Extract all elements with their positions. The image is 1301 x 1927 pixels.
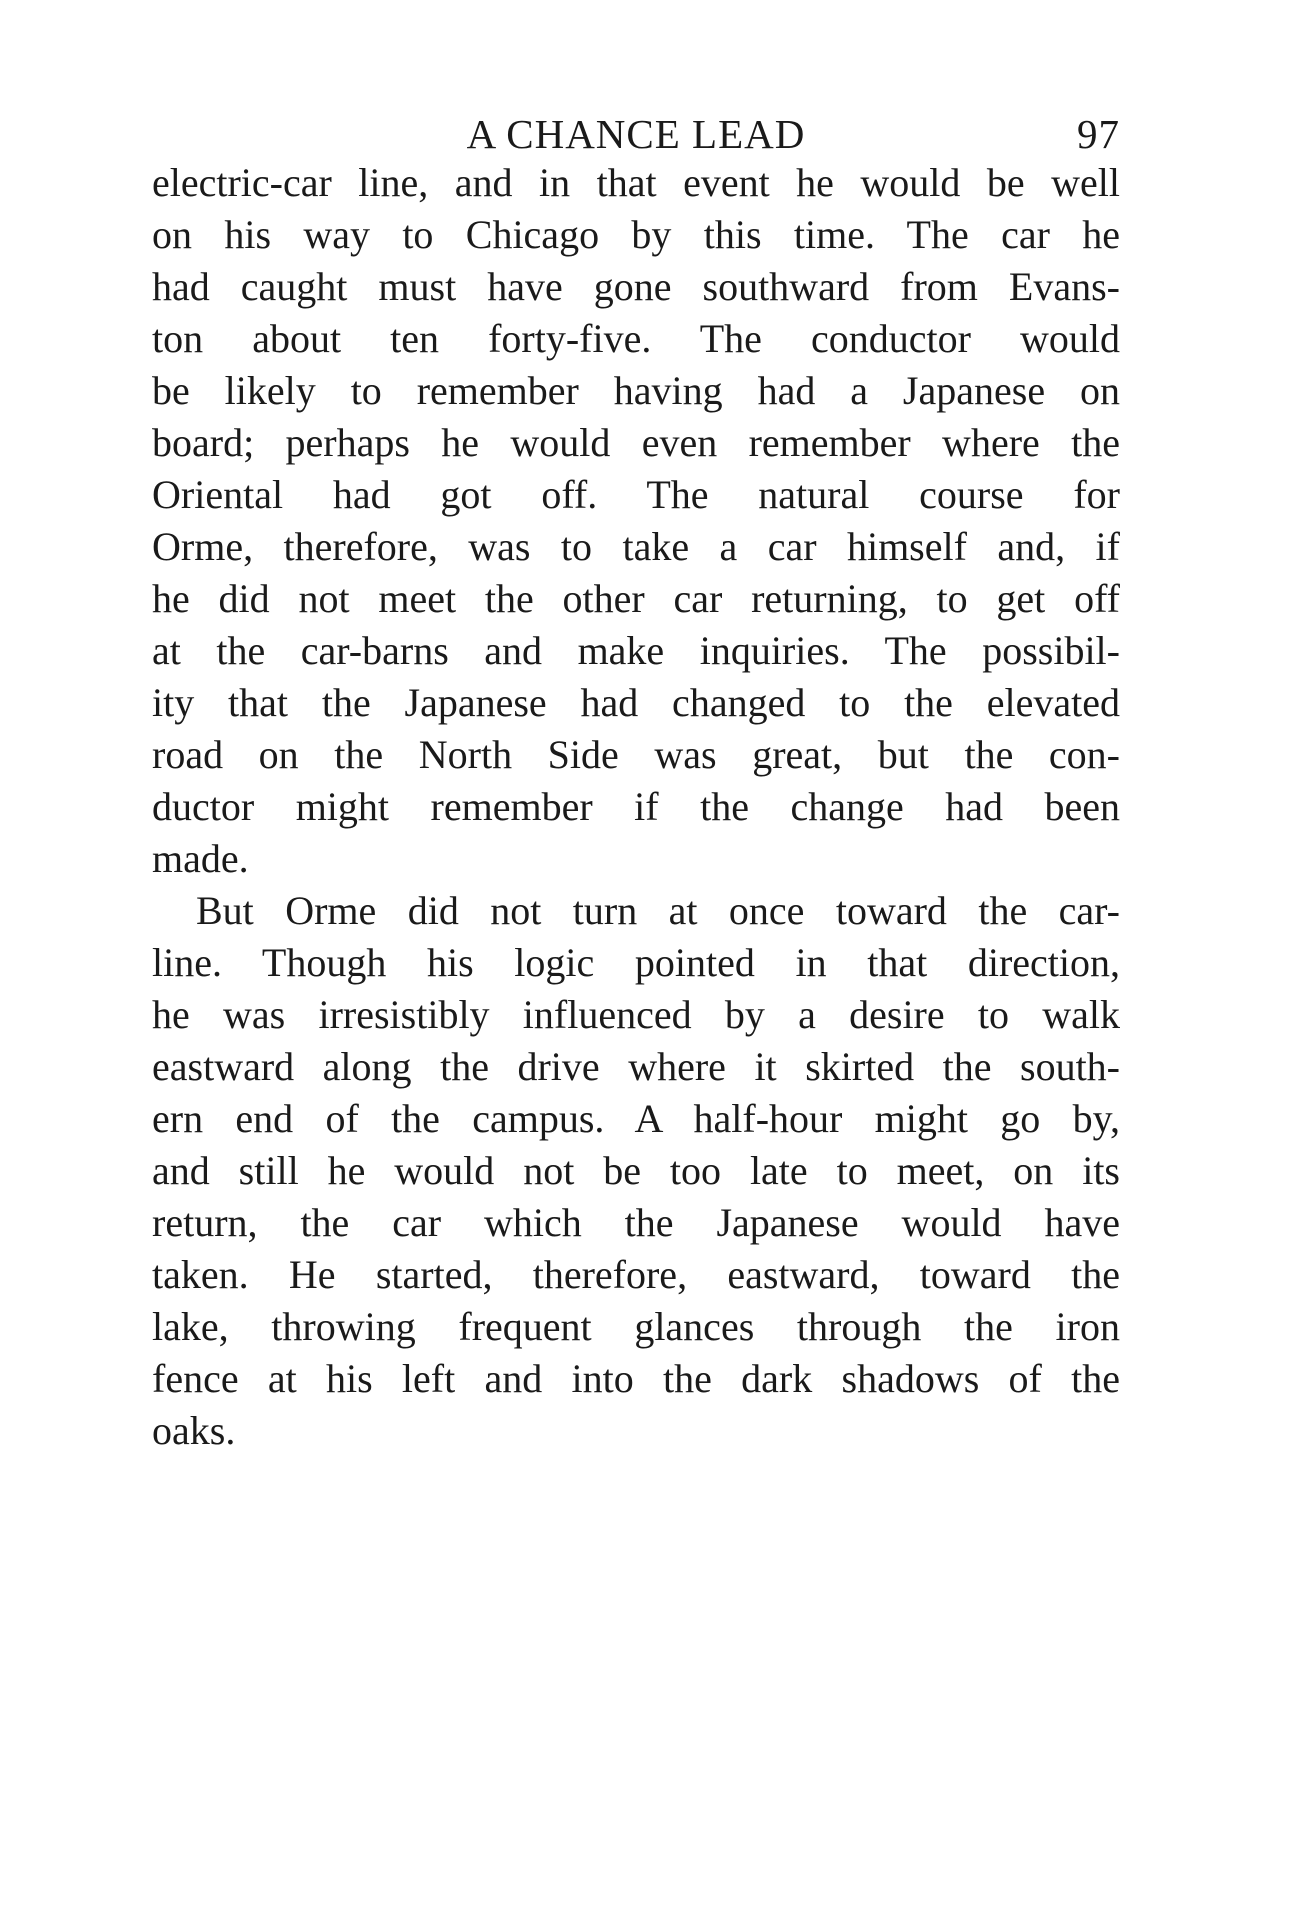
- text-line: ton about ten forty-five. The conductor would: [152, 316, 1120, 361]
- text-line: at the car-barns and make inquiries. The possibil-: [152, 628, 1120, 673]
- text-line: fence at his left and into the dark shadows of the: [152, 1356, 1120, 1401]
- text-line: he did not meet the other car returning, to get off: [152, 576, 1120, 621]
- text-line: on his way to Chicago by this time. The car he: [152, 212, 1120, 257]
- text-line: and still he would not be too late to meet, on its: [152, 1148, 1120, 1193]
- text-line: he was irresistibly influenced by a desire to walk: [152, 992, 1120, 1037]
- text-line: ity that the Japanese had changed to the elevated: [152, 680, 1120, 725]
- text-line: ductor might remember if the change had been: [152, 784, 1120, 829]
- text-line: But Orme did not turn at once toward the car-: [196, 888, 1120, 933]
- text-line: be likely to remember having had a Japanese on: [152, 368, 1120, 413]
- text-line: electric-car line, and in that event he would be well: [152, 160, 1120, 205]
- text-line: made.: [152, 836, 249, 881]
- text-line: ern end of the campus. A half-hour might go by,: [152, 1096, 1120, 1141]
- text-line: taken. He started, therefore, eastward, toward the: [152, 1252, 1120, 1297]
- text-line: Oriental had got off. The natural course for: [152, 472, 1120, 517]
- text-line: line. Though his logic pointed in that direction,: [152, 940, 1120, 985]
- text-line: road on the North Side was great, but the con-: [152, 732, 1120, 777]
- running-title: A CHANCE LEAD: [466, 111, 806, 157]
- page-number: 97: [1077, 111, 1120, 157]
- text-line: board; perhaps he would even remember where the: [152, 420, 1120, 465]
- text-line: eastward along the drive where it skirted the south-: [152, 1044, 1120, 1089]
- text-line: had caught must have gone southward from Evans-: [152, 264, 1120, 309]
- text-line: return, the car which the Japanese would have: [152, 1200, 1120, 1245]
- text-line: oaks.: [152, 1408, 236, 1453]
- text-line: Orme, therefore, was to take a car himself and, if: [152, 524, 1120, 569]
- text-line: lake, throwing frequent glances through the iron: [152, 1304, 1120, 1349]
